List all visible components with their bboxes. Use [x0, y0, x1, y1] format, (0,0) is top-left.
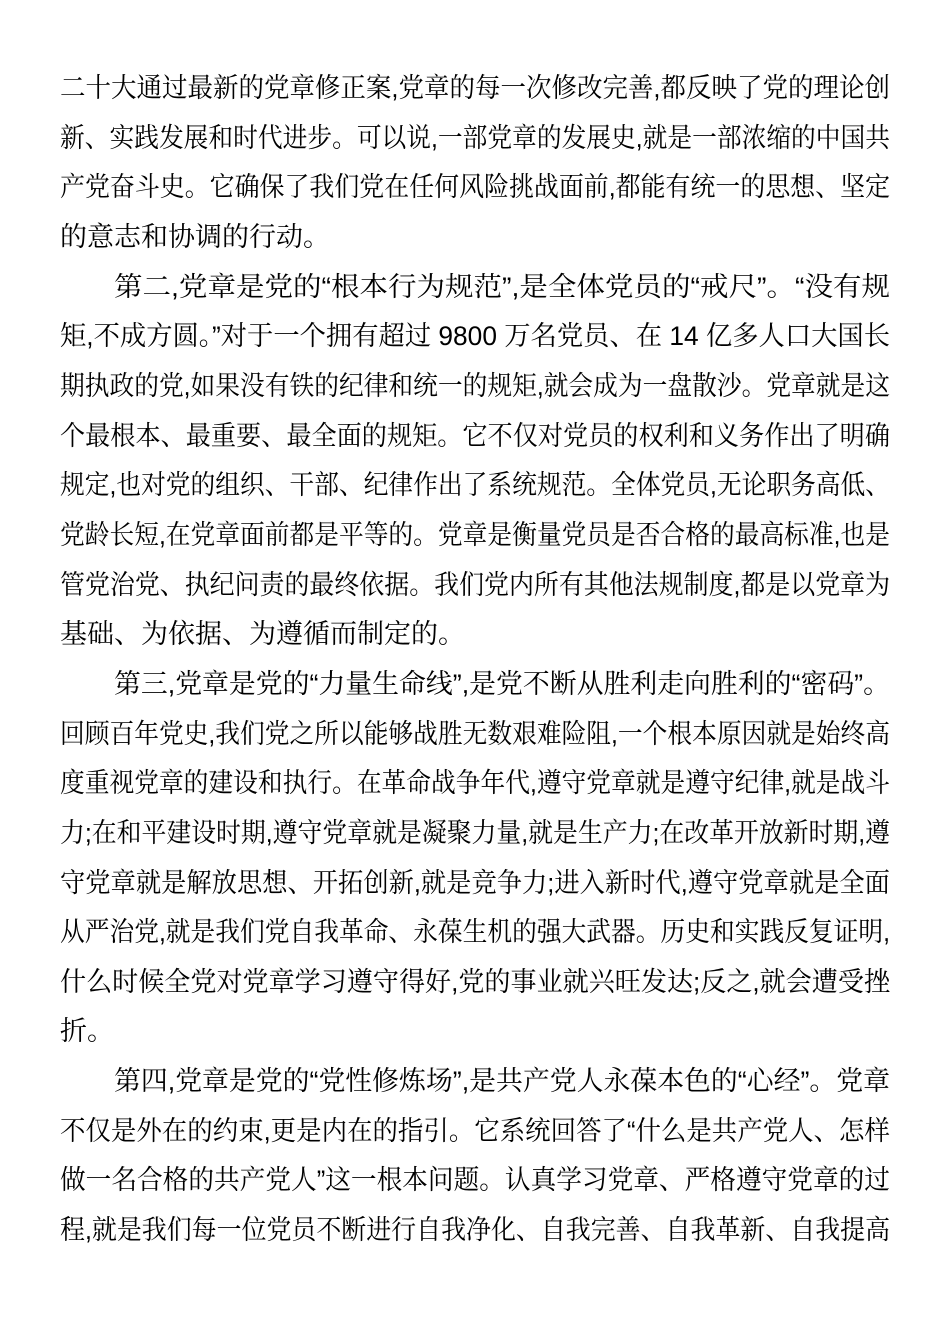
text-line: 第三,党章是党的“力量生命线”,是党不断从胜利走向胜利的“密码”。	[114, 668, 890, 699]
paragraph-2-line-8	[60, 610, 890, 660]
text-line: 第四,党章是党的“党性修炼场”,是共产党人永葆本色的“心经”。党章	[114, 1066, 890, 1097]
paragraph-2-line-6	[60, 511, 890, 561]
text-line: 的意志和协调的行动。	[60, 221, 330, 252]
text-line: 力;在和平建设时期,遵守党章就是凝聚力量,就是生产力;在改革开放新时期,遵	[60, 817, 891, 848]
paragraph-1-line-2	[60, 114, 890, 164]
paragraph-2-line-1	[60, 263, 890, 313]
text-line: 做一名合格的共产党人”这一根本问题。认真学习党章、严格遵守党章的过	[60, 1165, 890, 1196]
text-line: 新、实践发展和时代进步。可以说,一部党章的发展史,就是一部浓缩的中国共	[60, 122, 891, 153]
paragraph-3-line-7	[60, 958, 890, 1008]
paragraph-2-line-3	[60, 362, 890, 412]
text-line: 度重视党章的建设和执行。在革命战争年代,遵守党章就是遵守纪律,就是战斗	[60, 768, 891, 799]
paragraph-4-line-2	[60, 1107, 890, 1157]
text-line: 从严治党,就是我们党自我革命、永葆生机的强大武器。历史和实践反复证明,	[60, 917, 891, 948]
paragraph-2-line-5	[60, 461, 890, 511]
text-line: 基础、为依据、为遵循而制定的。	[60, 619, 465, 650]
paragraph-3-line-4	[60, 809, 890, 859]
text-line: 期执政的党,如果没有铁的纪律和统一的规矩,就会成为一盘散沙。党章就是这	[60, 370, 891, 401]
paragraph-3-line-1	[60, 660, 890, 710]
text-line: 回顾百年党史,我们党之所以能够战胜无数艰难险阻,一个根本原因就是始终高	[60, 718, 891, 749]
text-line: 管党治党、执纪问责的最终依据。我们党内所有其他法规制度,都是以党章为	[60, 569, 891, 600]
paragraph-4-line-1	[60, 1057, 890, 1107]
paragraph-1-line-3	[60, 163, 890, 213]
paragraph-4-line-4	[60, 1206, 890, 1256]
paragraph-3-line-8	[60, 1007, 890, 1057]
paragraph-3-line-6	[60, 908, 890, 958]
paragraph-3-line-2	[60, 710, 890, 760]
paragraph-1-line-4	[60, 213, 890, 263]
document-text	[60, 64, 890, 1256]
paragraph-3-line-3	[60, 759, 890, 809]
text-line: 不仅是外在的约束,更是内在的指引。它系统回答了“什么是共产党人、怎样	[60, 1115, 890, 1146]
text-line: 规定,也对党的组织、干部、纪律作出了系统规范。全体党员,无论职务高低、	[60, 470, 891, 501]
paragraph-2-line-7	[60, 561, 890, 611]
paragraph-1-line-1	[60, 64, 890, 114]
text-line: 产党奋斗史。它确保了我们党在任何风险挑战面前,都能有统一的思想、坚定	[60, 172, 891, 203]
paragraph-2-line-2	[60, 312, 890, 362]
paragraph-4-line-3	[60, 1156, 890, 1206]
text-line: 二十大通过最新的党章修正案,党章的每一次修改完善,都反映了党的理论创	[60, 73, 890, 103]
text-line: 什么时候全党对党章学习遵守得好,党的事业就兴旺发达;反之,就会遭受挫	[60, 966, 891, 997]
text-line: 党龄长短,在党章面前都是平等的。党章是衡量党员是否合格的最高标准,也是	[60, 519, 891, 550]
text-line: 程,就是我们每一位党员不断进行自我净化、自我完善、自我革新、自我提高	[60, 1215, 891, 1246]
text-line: 守党章就是解放思想、开拓创新,就是竞争力;进入新时代,遵守党章就是全面	[60, 867, 890, 898]
text-line: 折。	[60, 1016, 114, 1047]
text-line: 第二,党章是党的“根本行为规范”,是全体党员的“戒尺”。“没有规	[114, 271, 890, 302]
text-line: 个最根本、最重要、最全面的规矩。它不仅对党员的权利和义务作出了明确	[60, 420, 890, 451]
paragraph-2-line-4	[60, 412, 890, 462]
paragraph-3-line-5	[60, 859, 890, 909]
text-line: 矩,不成方圆。”对于一个拥有超过 9800 万名党员、在 14 亿多人口大国长	[60, 321, 891, 352]
